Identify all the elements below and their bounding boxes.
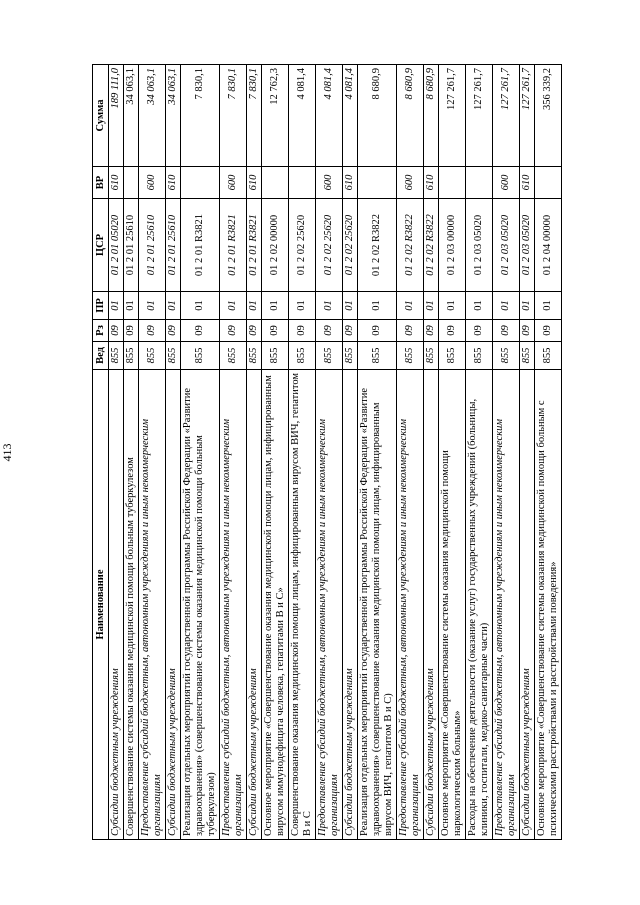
cell-csr: 01 2 01 R3821 [181,199,220,292]
cell-csr: 01 2 03 05020 [493,199,520,292]
cell-csr: 01 2 02 R3822 [397,199,424,292]
cell-csr: 01 2 04 00000 [535,199,562,292]
budget-table [92,64,562,840]
cell-pr: 01 [181,292,220,320]
cell-rz: 09 [181,320,220,342]
cell-ved: 855 [289,342,316,370]
cell-ved: 855 [181,342,220,370]
cell-csr: 01 2 03 05020 [466,199,493,292]
cell-name: Предоставление субсидий бюджетным, автономным учреждениям и иным некоммерческим организациям [316,370,343,840]
cell-pr: 01 [124,292,139,320]
cell-sum: 356 339,2 [535,65,562,167]
table-row [124,65,139,840]
cell-vr [181,167,220,199]
table-body [109,65,562,840]
cell-pr: 01 [493,292,520,320]
cell-vr [439,167,466,199]
cell-pr: 01 [439,292,466,320]
cell-name: Совершенствование системы оказания медицинской помощи больным туберкулезом [124,370,139,840]
cell-csr: 01 2 02 R3822 [424,199,439,292]
cell-ved: 855 [358,342,397,370]
cell-name: Расходы на обеспечение деятельности (оказание услуг) государственных учреждений (больницы, клиники, госпитали, медико-санитарные части) [466,370,493,840]
cell-csr: 01 2 02 00000 [262,199,289,292]
cell-vr: 600 [220,167,247,199]
cell-sum: 8 680,9 [424,65,439,167]
cell-name: Субсидии бюджетным учреждениям [109,370,124,840]
cell-name: Основное мероприятие «Совершенствование системы оказания медицинской помощи наркологическим больным» [439,370,466,840]
cell-name: Субсидии бюджетным учреждениям [424,370,439,840]
cell-sum: 7 830,1 [247,65,262,167]
cell-pr: 01 [424,292,439,320]
cell-sum: 127 261,7 [466,65,493,167]
table-row [181,65,220,840]
header-pr: ПР [93,292,109,320]
cell-name: Субсидии бюджетным учреждениям [343,370,358,840]
cell-ved: 855 [397,342,424,370]
cell-vr [289,167,316,199]
table-row [466,65,493,840]
cell-rz: 09 [289,320,316,342]
cell-sum: 4 081,4 [316,65,343,167]
cell-ved: 855 [520,342,535,370]
cell-ved: 855 [247,342,262,370]
cell-vr: 610 [166,167,181,199]
cell-name: Предоставление субсидий бюджетным, автономным учреждениям и иным некоммерческим организациям [397,370,424,840]
cell-name: Предоставление субсидий бюджетным, автономным учреждениям и иным некоммерческим организациям [139,370,166,840]
header-csr: ЦСР [93,199,109,292]
cell-rz: 09 [343,320,358,342]
cell-ved: 855 [424,342,439,370]
cell-csr: 01 2 01 R3821 [247,199,262,292]
cell-sum: 34 063,1 [139,65,166,167]
cell-name: Основное мероприятие «Совершенствование системы оказания медицинской помощи больным с психическими расстройствами и расстройствами поведения» [535,370,562,840]
cell-csr: 01 2 02 25620 [316,199,343,292]
cell-sum: 4 081,4 [343,65,358,167]
table-row [343,65,358,840]
cell-csr: 01 2 02 25620 [343,199,358,292]
cell-vr: 610 [424,167,439,199]
cell-csr: 01 2 02 R3822 [358,199,397,292]
cell-ved: 855 [109,342,124,370]
cell-pr: 01 [166,292,181,320]
cell-csr: 01 2 01 05020 [109,199,124,292]
cell-ved: 855 [124,342,139,370]
header-vr: ВР [93,167,109,199]
cell-name: Совершенствование оказания медицинской помощи лицам, инфицированным вирусом ВИЧ, гепатитом B и C [289,370,316,840]
cell-vr: 610 [109,167,124,199]
cell-vr: 600 [316,167,343,199]
cell-ved: 855 [220,342,247,370]
cell-name: Реализация отдельных мероприятий государственной программы Российской Федерации «Развитие здравоохранения» (совершенствование системы оказания медицинской помощи больным туберкулезом) [181,370,220,840]
table-row [316,65,343,840]
table-row [493,65,520,840]
cell-pr: 01 [220,292,247,320]
cell-pr: 01 [358,292,397,320]
header-ved: Вед [93,342,109,370]
cell-pr: 01 [247,292,262,320]
cell-csr: 01 2 02 25620 [289,199,316,292]
cell-rz: 09 [139,320,166,342]
table-row [262,65,289,840]
cell-rz: 09 [262,320,289,342]
cell-pr: 01 [109,292,124,320]
cell-vr [358,167,397,199]
cell-rz: 09 [424,320,439,342]
cell-name: Предоставление субсидий бюджетным, автономным учреждениям и иным некоммерческим организациям [493,370,520,840]
cell-rz: 09 [166,320,181,342]
cell-sum: 8 680,9 [397,65,424,167]
cell-name: Предоставление субсидий бюджетным, автономным учреждениям и иным некоммерческим организациям [220,370,247,840]
cell-rz: 09 [466,320,493,342]
cell-csr: 01 2 03 00000 [439,199,466,292]
cell-sum: 189 111,0 [109,65,124,167]
cell-vr: 610 [343,167,358,199]
table-row [520,65,535,840]
cell-vr: 600 [139,167,166,199]
cell-ved: 855 [166,342,181,370]
cell-ved: 855 [466,342,493,370]
cell-sum: 34 063,1 [166,65,181,167]
cell-sum: 4 081,4 [289,65,316,167]
cell-sum: 127 261,7 [493,65,520,167]
cell-vr [262,167,289,199]
cell-vr: 610 [247,167,262,199]
cell-sum: 127 261,7 [520,65,535,167]
cell-sum: 12 762,3 [262,65,289,167]
cell-sum: 8 680,9 [358,65,397,167]
table-row [139,65,166,840]
cell-pr: 01 [289,292,316,320]
header-rz: Рз [93,320,109,342]
cell-ved: 855 [262,342,289,370]
cell-pr: 01 [262,292,289,320]
cell-pr: 01 [520,292,535,320]
cell-csr: 01 2 01 25610 [124,199,139,292]
cell-csr: 01 2 01 25610 [139,199,166,292]
table-row [166,65,181,840]
cell-rz: 09 [220,320,247,342]
table-row [439,65,466,840]
cell-csr: 01 2 01 25610 [166,199,181,292]
cell-csr: 01 2 01 R3821 [220,199,247,292]
cell-vr: 600 [397,167,424,199]
cell-rz: 09 [520,320,535,342]
header-name: Наименование [93,370,109,840]
cell-ved: 855 [343,342,358,370]
cell-pr: 01 [535,292,562,320]
cell-ved: 855 [493,342,520,370]
cell-pr: 01 [343,292,358,320]
cell-sum: 127 261,7 [439,65,466,167]
cell-rz: 09 [535,320,562,342]
table-header-row [93,65,109,840]
cell-sum: 7 830,1 [181,65,220,167]
cell-name: Субсидии бюджетным учреждениям [247,370,262,840]
cell-ved: 855 [316,342,343,370]
cell-vr [124,167,139,199]
cell-rz: 09 [124,320,139,342]
table-row [220,65,247,840]
cell-rz: 09 [109,320,124,342]
cell-vr: 610 [520,167,535,199]
header-sum: Сумма [93,65,109,167]
table-row [109,65,124,840]
cell-pr: 01 [466,292,493,320]
cell-ved: 855 [535,342,562,370]
cell-sum: 34 063,1 [124,65,139,167]
cell-name: Реализация отдельных мероприятий государственной программы Российской Федерации «Развитие здравоохранения» (совершенствование оказания медицинской помощи лицам, инфицированным вирусом ВИЧ, гепатитом B и C) [358,370,397,840]
cell-rz: 09 [439,320,466,342]
cell-vr [535,167,562,199]
table-row [397,65,424,840]
cell-ved: 855 [139,342,166,370]
cell-name: Субсидии бюджетным учреждениям [166,370,181,840]
cell-sum: 7 830,1 [220,65,247,167]
cell-rz: 09 [247,320,262,342]
cell-pr: 01 [397,292,424,320]
cell-pr: 01 [139,292,166,320]
cell-name: Субсидии бюджетным учреждениям [520,370,535,840]
cell-rz: 09 [358,320,397,342]
cell-vr [466,167,493,199]
table-row [289,65,316,840]
table-row [424,65,439,840]
cell-ved: 855 [439,342,466,370]
table-row [247,65,262,840]
cell-rz: 09 [397,320,424,342]
page-number: 413 [0,443,14,462]
cell-pr: 01 [316,292,343,320]
table-row [358,65,397,840]
cell-vr: 600 [493,167,520,199]
table-row [535,65,562,840]
cell-csr: 01 2 03 05020 [520,199,535,292]
cell-rz: 09 [493,320,520,342]
cell-rz: 09 [316,320,343,342]
cell-name: Основное мероприятие «Совершенствование оказания медицинской помощи лицам, инфицированным вирусом иммунодефицита человека, гепатитами B и C» [262,370,289,840]
